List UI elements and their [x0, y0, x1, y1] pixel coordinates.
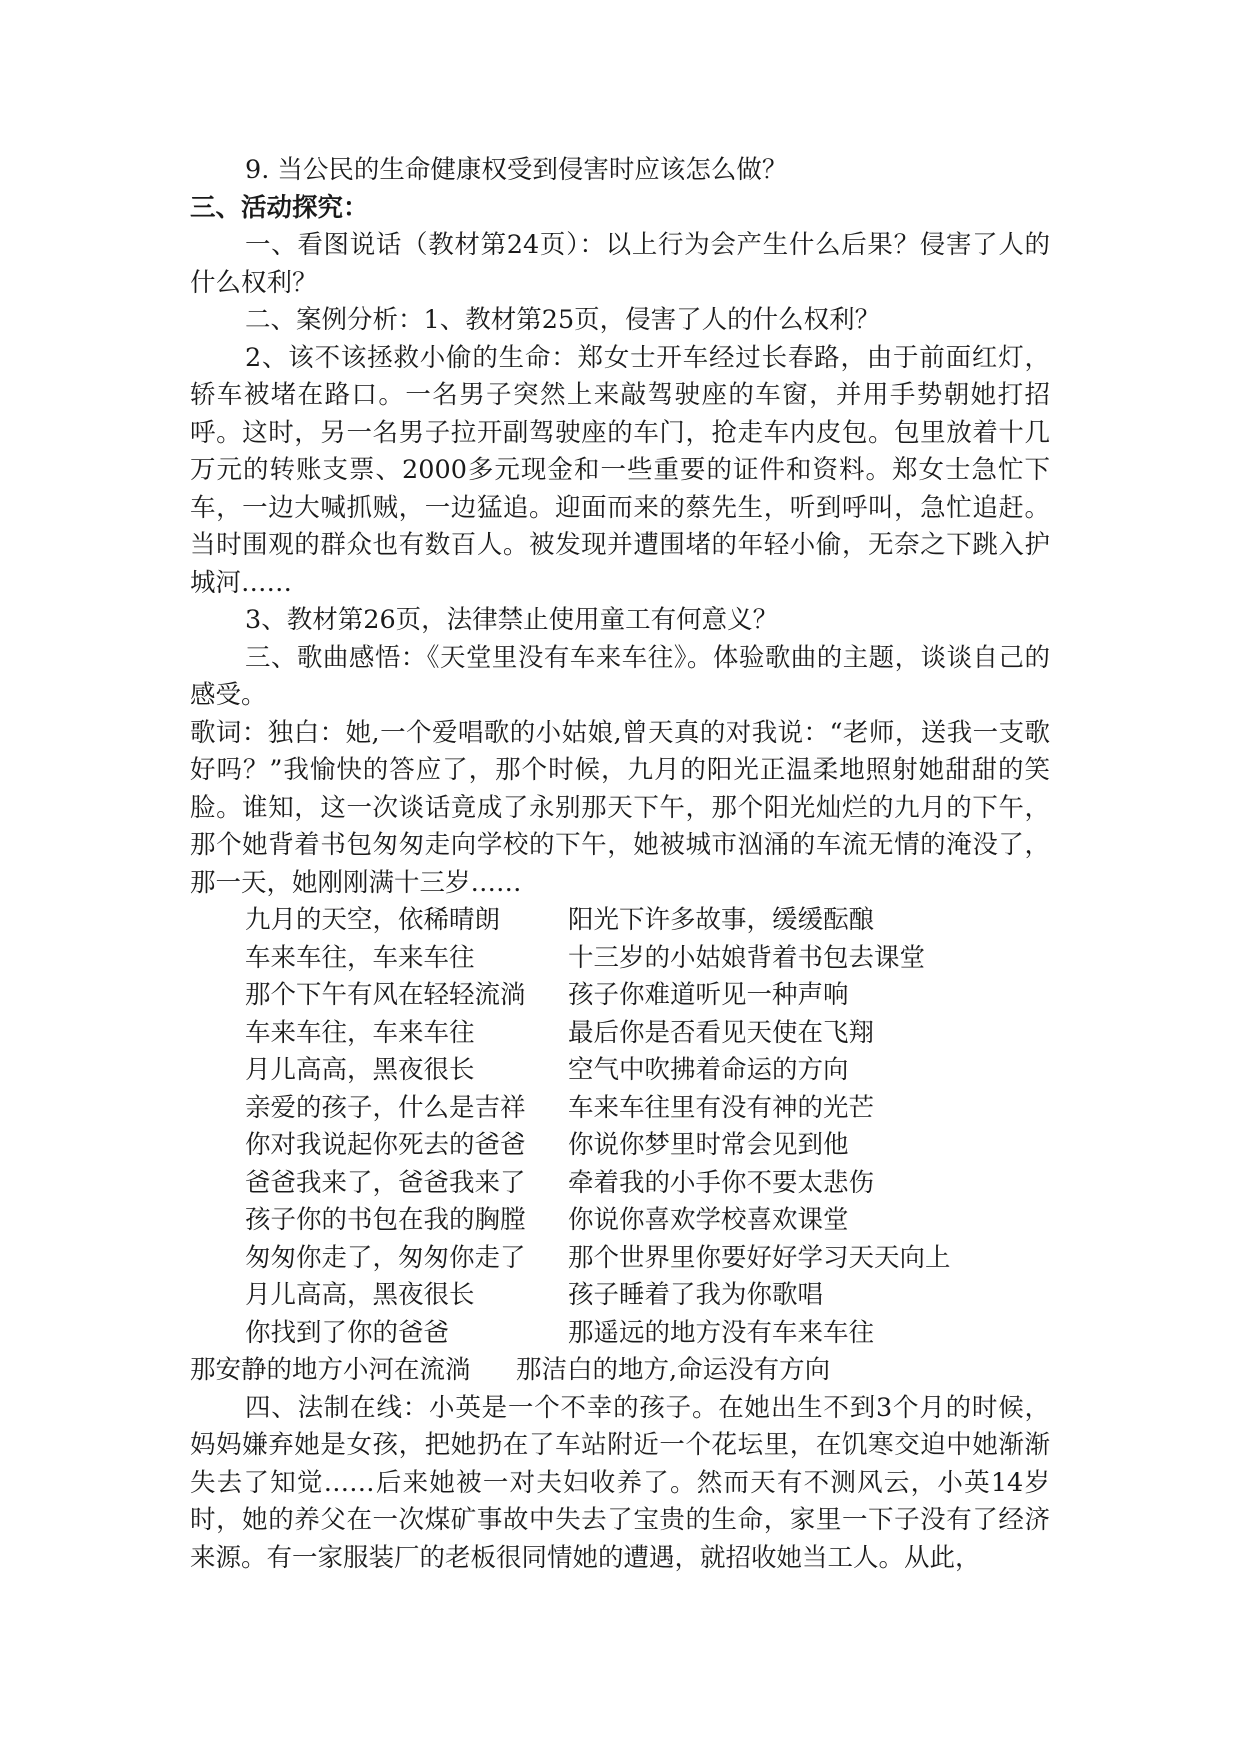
lyric-row	[190, 1015, 1050, 1053]
lyric-line-left: 车来车往，车来车往	[245, 1017, 475, 1048]
paragraph-child-labor: 3、教材第26页，法律禁止使用童工有何意义？	[245, 605, 779, 635]
question-9: 9. 当公民的生命健康权受到侵害时应该怎么做？	[245, 155, 788, 185]
lyric-line-left: 匆匆你走了，匆匆你走了	[245, 1242, 526, 1273]
paragraph-monologue: 歌词：独白：她,一个爱唱歌的小姑娘,曾天真的对我说：“老师，送我一支歌好吗？”我愉快的答应了，那个时候，九月的阳光正温柔地照射她甜甜的笑脸。谁知，这一次谈话竟成了永别那天下午，那个阳光灿烂的九月的下午，那个她背着书包匆匆走向学校的下午，她被城市汹涌的车流无情的淹没了，那一天，她刚刚满十三岁……	[190, 717, 1050, 898]
lyric-line-right: 那个世界里你要好好学习天天向上	[568, 1242, 951, 1273]
lyric-row	[190, 1165, 1050, 1203]
lyric-row	[190, 902, 1050, 940]
lyric-row-last	[190, 1352, 1050, 1390]
lyric-line-right: 阳光下许多故事，缓缓酝酿	[568, 905, 875, 935]
lyric-line-left: 你对我说起你死去的爸爸	[245, 1130, 526, 1160]
lyric-row	[190, 1090, 1050, 1128]
lyric-row	[190, 1052, 1050, 1090]
lyric-line-left: 那个下午有风在轻轻流淌	[245, 980, 526, 1010]
lyric-line-left: 爸爸我来了，爸爸我来了	[245, 1167, 526, 1198]
lyric-line-right: 牵着我的小手你不要太悲伤	[568, 1167, 875, 1198]
lyrics-block	[190, 902, 1050, 1352]
lyric-line-left: 车来车往，车来车往	[245, 942, 475, 973]
paragraph-law-online: 四、法制在线：小英是一个不幸的孩子。在她出生不到3个月的时候，妈妈嫌弃她是女孩，把她扔在了车站附近一个花坛里，在饥寒交迫中她渐渐失去了知觉……后来她被一对夫妇收养了。然而天有不测风云，小英14岁时，她的养父在一次煤矿事故中失去了宝贵的生命，家里一下子没有了经济来源。有一家服装厂的老板很同情她的遭遇，就招收她当工人。从此，	[190, 1392, 1050, 1573]
lyric-line-right: 车来车往里有没有神的光芒	[568, 1092, 875, 1123]
lyric-line-left: 你找到了你的爸爸	[245, 1317, 450, 1348]
lyric-line-right: 那遥远的地方没有车来车往	[568, 1317, 875, 1348]
lyric-line-right: 空气中吹拂着命运的方向	[568, 1055, 849, 1085]
lyric-row	[190, 1202, 1050, 1240]
lyric-line-left: 那安静的地方小河在流淌	[190, 1355, 471, 1385]
lyric-line-right: 你说你梦里时常会见到他	[568, 1130, 849, 1160]
lyric-row	[190, 1127, 1050, 1165]
paragraph-song-reflection: 三、歌曲感悟：《天堂里没有车来车往》。体验歌曲的主题，谈谈自己的感受。	[190, 642, 1050, 710]
lyric-line-right: 你说你喜欢学校喜欢课堂	[568, 1205, 849, 1235]
lyric-line-left: 孩子你的书包在我的胸膛	[245, 1205, 526, 1235]
lyric-line-right: 孩子你难道听见一种声响	[568, 980, 849, 1010]
lyric-line-right: 孩子睡着了我为你歌唱	[568, 1280, 824, 1310]
lyric-line-right: 那洁白的地方,命运没有方向	[516, 1355, 831, 1385]
lyric-line-left: 月儿高高，黑夜很长	[245, 1280, 475, 1310]
paragraph-picture-talk: 一、看图说话（教材第24页）：以上行为会产生什么后果？侵害了人的什么权利？	[190, 230, 1050, 298]
page-content	[190, 152, 1050, 1577]
lyric-line-right: 十三岁的小姑娘背着书包去课堂	[568, 942, 926, 973]
lyric-line-right: 最后你是否看见天使在飞翔	[568, 1017, 875, 1048]
lyric-row	[190, 1277, 1050, 1315]
lyric-line-left: 九月的天空，依稀晴朗	[245, 905, 501, 935]
lyric-row	[190, 977, 1050, 1015]
lyric-row	[190, 1240, 1050, 1278]
paragraph-thief-case: 2、该不该拯救小偷的生命：郑女士开车经过长春路，由于前面红灯，轿车被堵在路口。一名男子突然上来敲驾驶座的车窗，并用手势朝她打招呼。这时，另一名男子拉开副驾驶座的车门，抢走车内皮包。包里放着十几万元的转账支票、2000多元现金和一些重要的证件和资料。郑女士急忙下车，一边大喊抓贼，一边猛追。迎面而来的蔡先生，听到呼叫，急忙追赶。当时围观的群众也有数百人。被发现并遭围堵的年轻小偷，无奈之下跳入护城河……	[190, 342, 1050, 598]
lyric-row	[190, 940, 1050, 978]
section-title-activity: 三、活动探究：	[190, 192, 369, 223]
lyric-row	[190, 1315, 1050, 1353]
lyric-line-left: 月儿高高，黑夜很长	[245, 1055, 475, 1085]
lyric-line-left: 亲爱的孩子，什么是吉祥	[245, 1092, 526, 1123]
paragraph-case-analysis: 二、案例分析：1、教材第25页，侵害了人的什么权利？	[245, 305, 881, 335]
